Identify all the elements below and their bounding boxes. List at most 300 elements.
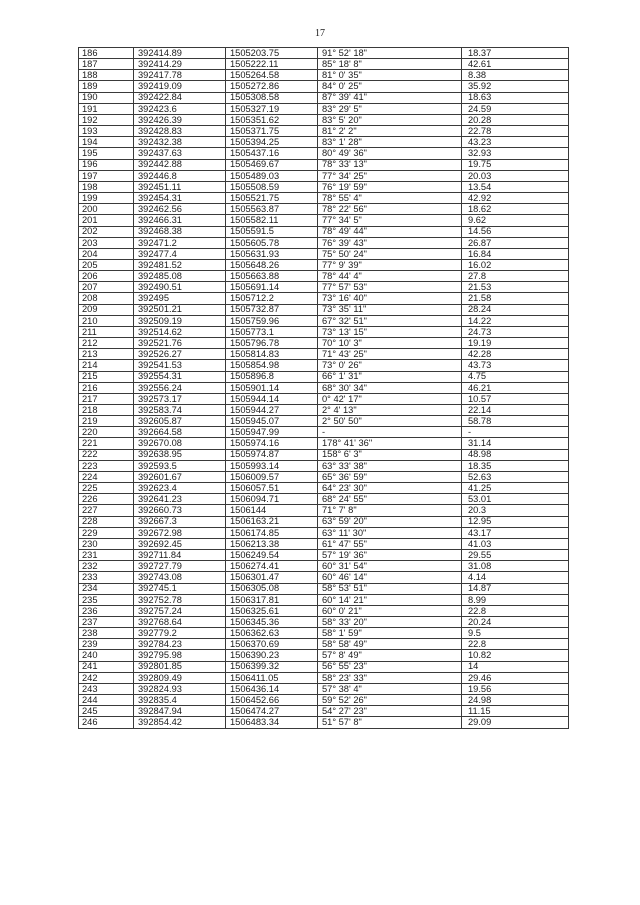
bearing-cell: 76° 19' 59"	[318, 181, 462, 192]
distance-cell: 16.84	[462, 248, 569, 259]
y-coordinate-cell: 1505222.11	[226, 59, 318, 70]
bearing-cell: 81° 0' 35"	[318, 70, 462, 81]
distance-cell: 41.03	[462, 538, 569, 549]
distance-cell: 29.46	[462, 672, 569, 683]
table-row	[79, 137, 569, 148]
y-coordinate-cell: 1505648.26	[226, 259, 318, 270]
y-coordinate-cell: 1506174.85	[226, 527, 318, 538]
x-coordinate-cell: 392462.56	[134, 204, 226, 215]
table-row	[79, 193, 569, 204]
point-number-cell: 204	[79, 248, 134, 259]
point-number-cell: 210	[79, 315, 134, 326]
bearing-cell: 91° 52' 18"	[318, 48, 462, 59]
bearing-cell: 59° 52' 26"	[318, 695, 462, 706]
table-row	[79, 215, 569, 226]
point-number-cell: 207	[79, 282, 134, 293]
table-row	[79, 683, 569, 694]
y-coordinate-cell: 1506474.27	[226, 706, 318, 717]
x-coordinate-cell: 392847.94	[134, 706, 226, 717]
point-number-cell: 221	[79, 438, 134, 449]
y-coordinate-cell: 1506483.34	[226, 717, 318, 728]
x-coordinate-cell: 392835.4	[134, 695, 226, 706]
distance-cell: 18.35	[462, 460, 569, 471]
y-coordinate-cell: 1506452.66	[226, 695, 318, 706]
table-row	[79, 70, 569, 81]
y-coordinate-cell: 1505351.62	[226, 114, 318, 125]
bearing-cell: 83° 5' 20"	[318, 114, 462, 125]
distance-cell: 22.14	[462, 405, 569, 416]
bearing-cell: 80° 49' 36"	[318, 148, 462, 159]
x-coordinate-cell: 392809.49	[134, 672, 226, 683]
table-row	[79, 114, 569, 125]
x-coordinate-cell: 392593.5	[134, 460, 226, 471]
point-number-cell: 209	[79, 304, 134, 315]
x-coordinate-cell: 392854.42	[134, 717, 226, 728]
table-row	[79, 572, 569, 583]
distance-cell: 18.37	[462, 48, 569, 59]
table-row	[79, 338, 569, 349]
x-coordinate-cell: 392481.52	[134, 259, 226, 270]
distance-cell: 21.58	[462, 293, 569, 304]
x-coordinate-cell: 392468.38	[134, 226, 226, 237]
table-row	[79, 494, 569, 505]
x-coordinate-cell: 392795.98	[134, 650, 226, 661]
page-number: 17	[315, 28, 325, 39]
bearing-cell: 77° 9' 39"	[318, 259, 462, 270]
bearing-cell: 73° 35' 11"	[318, 304, 462, 315]
bearing-cell: 58° 33' 20"	[318, 616, 462, 627]
point-number-cell: 225	[79, 483, 134, 494]
y-coordinate-cell: 1505437.16	[226, 148, 318, 159]
x-coordinate-cell: 392641.23	[134, 494, 226, 505]
point-number-cell: 189	[79, 81, 134, 92]
y-coordinate-cell: 1505469.67	[226, 159, 318, 170]
x-coordinate-cell: 392672.98	[134, 527, 226, 538]
bearing-cell: 77° 57' 53"	[318, 282, 462, 293]
point-number-cell: 246	[79, 717, 134, 728]
point-number-cell: 218	[79, 405, 134, 416]
table-row	[79, 616, 569, 627]
y-coordinate-cell: 1505759.96	[226, 315, 318, 326]
x-coordinate-cell: 392501.21	[134, 304, 226, 315]
distance-cell: 18.62	[462, 204, 569, 215]
y-coordinate-cell: 1505272.86	[226, 81, 318, 92]
x-coordinate-cell: 392414.89	[134, 48, 226, 59]
y-coordinate-cell: 1505901.14	[226, 382, 318, 393]
distance-cell: 46.21	[462, 382, 569, 393]
distance-cell: -	[462, 427, 569, 438]
y-coordinate-cell: 1505944.14	[226, 393, 318, 404]
point-number-cell: 239	[79, 639, 134, 650]
bearing-cell: 81° 2' 2"	[318, 126, 462, 137]
table-row	[79, 181, 569, 192]
point-number-cell: 200	[79, 204, 134, 215]
table-row	[79, 427, 569, 438]
y-coordinate-cell: 1506325.61	[226, 605, 318, 616]
point-number-cell: 205	[79, 259, 134, 270]
coordinates-table	[78, 47, 569, 729]
table-row	[79, 326, 569, 337]
bearing-cell: 71° 43' 25"	[318, 349, 462, 360]
point-number-cell: 220	[79, 427, 134, 438]
x-coordinate-cell: 392432.38	[134, 137, 226, 148]
point-number-cell: 192	[79, 114, 134, 125]
x-coordinate-cell: 392711.84	[134, 550, 226, 561]
distance-cell: 58.78	[462, 416, 569, 427]
table-row	[79, 170, 569, 181]
x-coordinate-cell: 392466.31	[134, 215, 226, 226]
point-number-cell: 243	[79, 683, 134, 694]
bearing-cell: 58° 53' 51"	[318, 583, 462, 594]
bearing-cell: 158° 6' 3"	[318, 449, 462, 460]
bearing-cell: 2° 50' 50"	[318, 416, 462, 427]
table-row	[79, 706, 569, 717]
distance-cell: 19.56	[462, 683, 569, 694]
distance-cell: 18.63	[462, 92, 569, 103]
table-row	[79, 594, 569, 605]
distance-cell: 14.22	[462, 315, 569, 326]
distance-cell: 14.56	[462, 226, 569, 237]
x-coordinate-cell: 392727.79	[134, 561, 226, 572]
y-coordinate-cell: 1506057.51	[226, 483, 318, 494]
y-coordinate-cell: 1505947.99	[226, 427, 318, 438]
y-coordinate-cell: 1505974.16	[226, 438, 318, 449]
x-coordinate-cell: 392541.53	[134, 360, 226, 371]
x-coordinate-cell: 392437.63	[134, 148, 226, 159]
y-coordinate-cell: 1506094.71	[226, 494, 318, 505]
y-coordinate-cell: 1506411.05	[226, 672, 318, 683]
point-number-cell: 201	[79, 215, 134, 226]
point-number-cell: 191	[79, 103, 134, 114]
y-coordinate-cell: 1506317.81	[226, 594, 318, 605]
point-number-cell: 215	[79, 371, 134, 382]
distance-cell: 14	[462, 661, 569, 672]
y-coordinate-cell: 1505371.75	[226, 126, 318, 137]
bearing-cell: 66° 1' 31"	[318, 371, 462, 382]
distance-cell: 24.98	[462, 695, 569, 706]
distance-cell: 31.08	[462, 561, 569, 572]
x-coordinate-cell: 392419.09	[134, 81, 226, 92]
x-coordinate-cell: 392601.67	[134, 471, 226, 482]
x-coordinate-cell: 392422.84	[134, 92, 226, 103]
x-coordinate-cell: 392573.17	[134, 393, 226, 404]
x-coordinate-cell: 392623.4	[134, 483, 226, 494]
distance-cell: 4.75	[462, 371, 569, 382]
point-number-cell: 213	[79, 349, 134, 360]
table-row	[79, 605, 569, 616]
bearing-cell: 77° 34' 25"	[318, 170, 462, 181]
distance-cell: 20.24	[462, 616, 569, 627]
x-coordinate-cell: 392495	[134, 293, 226, 304]
x-coordinate-cell: 392477.4	[134, 248, 226, 259]
table-row	[79, 81, 569, 92]
distance-cell: 32.93	[462, 148, 569, 159]
x-coordinate-cell: 392664.58	[134, 427, 226, 438]
y-coordinate-cell: 1506249.54	[226, 550, 318, 561]
y-coordinate-cell: 1505896.8	[226, 371, 318, 382]
x-coordinate-cell: 392779.2	[134, 628, 226, 639]
distance-cell: 27.8	[462, 271, 569, 282]
distance-cell: 26.87	[462, 237, 569, 248]
x-coordinate-cell: 392745.1	[134, 583, 226, 594]
distance-cell: 24.59	[462, 103, 569, 114]
x-coordinate-cell: 392605.87	[134, 416, 226, 427]
distance-cell: 21.53	[462, 282, 569, 293]
x-coordinate-cell: 392768.64	[134, 616, 226, 627]
bearing-cell: 60° 0' 21"	[318, 605, 462, 616]
table-row	[79, 516, 569, 527]
point-number-cell: 190	[79, 92, 134, 103]
point-number-cell: 217	[79, 393, 134, 404]
y-coordinate-cell: 1505203.75	[226, 48, 318, 59]
x-coordinate-cell: 392670.08	[134, 438, 226, 449]
point-number-cell: 234	[79, 583, 134, 594]
distance-cell: 14.87	[462, 583, 569, 594]
y-coordinate-cell: 1505591.5	[226, 226, 318, 237]
distance-cell: 13.54	[462, 181, 569, 192]
bearing-cell: 61° 47' 55"	[318, 538, 462, 549]
bearing-cell: 77° 34' 5"	[318, 215, 462, 226]
y-coordinate-cell: 1505854.98	[226, 360, 318, 371]
distance-cell: 48.98	[462, 449, 569, 460]
table-row	[79, 483, 569, 494]
x-coordinate-cell: 392556.24	[134, 382, 226, 393]
x-coordinate-cell: 392752.78	[134, 594, 226, 605]
bearing-cell: 73° 16' 40"	[318, 293, 462, 304]
x-coordinate-cell: 392442.88	[134, 159, 226, 170]
y-coordinate-cell: 1506390.23	[226, 650, 318, 661]
bearing-cell: 57° 19' 36"	[318, 550, 462, 561]
table-row	[79, 126, 569, 137]
distance-cell: 11.15	[462, 706, 569, 717]
bearing-cell: 51° 57' 8"	[318, 717, 462, 728]
table-row	[79, 561, 569, 572]
point-number-cell: 198	[79, 181, 134, 192]
y-coordinate-cell: 1505394.25	[226, 137, 318, 148]
y-coordinate-cell: 1505308.58	[226, 92, 318, 103]
point-number-cell: 193	[79, 126, 134, 137]
y-coordinate-cell: 1506163.21	[226, 516, 318, 527]
x-coordinate-cell: 392446.8	[134, 170, 226, 181]
y-coordinate-cell: 1506399.32	[226, 661, 318, 672]
x-coordinate-cell: 392660.73	[134, 505, 226, 516]
table-row	[79, 717, 569, 728]
point-number-cell: 203	[79, 237, 134, 248]
y-coordinate-cell: 1505691.14	[226, 282, 318, 293]
distance-cell: 24.73	[462, 326, 569, 337]
x-coordinate-cell: 392485.08	[134, 271, 226, 282]
y-coordinate-cell: 1506370.69	[226, 639, 318, 650]
bearing-cell: 70° 10' 3"	[318, 338, 462, 349]
y-coordinate-cell: 1505732.87	[226, 304, 318, 315]
table-row	[79, 650, 569, 661]
distance-cell: 4.14	[462, 572, 569, 583]
x-coordinate-cell: 392801.85	[134, 661, 226, 672]
table-row	[79, 460, 569, 471]
point-number-cell: 238	[79, 628, 134, 639]
y-coordinate-cell: 1506305.08	[226, 583, 318, 594]
y-coordinate-cell: 1505945.07	[226, 416, 318, 427]
bearing-cell: 78° 44' 4"	[318, 271, 462, 282]
y-coordinate-cell: 1505944.27	[226, 405, 318, 416]
bearing-cell: 58° 58' 49"	[318, 639, 462, 650]
table-row	[79, 628, 569, 639]
distance-cell: 42.28	[462, 349, 569, 360]
bearing-cell: 87° 39' 41"	[318, 92, 462, 103]
bearing-cell: 83° 29' 5"	[318, 103, 462, 114]
x-coordinate-cell: 392757.24	[134, 605, 226, 616]
y-coordinate-cell: 1506213.38	[226, 538, 318, 549]
y-coordinate-cell: 1505993.14	[226, 460, 318, 471]
bearing-cell: 85° 18' 8"	[318, 59, 462, 70]
bearing-cell: 78° 55' 4"	[318, 193, 462, 204]
x-coordinate-cell: 392784.23	[134, 639, 226, 650]
table-row	[79, 583, 569, 594]
point-number-cell: 232	[79, 561, 134, 572]
bearing-cell: 75° 50' 24"	[318, 248, 462, 259]
bearing-cell: 60° 14' 21"	[318, 594, 462, 605]
x-coordinate-cell: 392554.31	[134, 371, 226, 382]
y-coordinate-cell: 1505563.87	[226, 204, 318, 215]
distance-cell: 43.73	[462, 360, 569, 371]
x-coordinate-cell: 392638.95	[134, 449, 226, 460]
distance-cell: 10.57	[462, 393, 569, 404]
point-number-cell: 245	[79, 706, 134, 717]
point-number-cell: 244	[79, 695, 134, 706]
bearing-cell: 63° 11' 30"	[318, 527, 462, 538]
y-coordinate-cell: 1505508.59	[226, 181, 318, 192]
distance-cell: 43.23	[462, 137, 569, 148]
distance-cell: 31.14	[462, 438, 569, 449]
distance-cell: 43.17	[462, 527, 569, 538]
table-row	[79, 271, 569, 282]
distance-cell: 20.03	[462, 170, 569, 181]
y-coordinate-cell: 1505974.87	[226, 449, 318, 460]
table-row	[79, 248, 569, 259]
point-number-cell: 223	[79, 460, 134, 471]
y-coordinate-cell: 1505327.19	[226, 103, 318, 114]
x-coordinate-cell: 392667.3	[134, 516, 226, 527]
y-coordinate-cell: 1506345.36	[226, 616, 318, 627]
distance-cell: 10.82	[462, 650, 569, 661]
distance-cell: 12.95	[462, 516, 569, 527]
point-number-cell: 230	[79, 538, 134, 549]
x-coordinate-cell: 392583.74	[134, 405, 226, 416]
table-row	[79, 148, 569, 159]
table-row	[79, 304, 569, 315]
table-row	[79, 293, 569, 304]
x-coordinate-cell: 392509.19	[134, 315, 226, 326]
x-coordinate-cell: 392423.6	[134, 103, 226, 114]
bearing-cell: 178° 41' 36"	[318, 438, 462, 449]
point-number-cell: 211	[79, 326, 134, 337]
table-row	[79, 393, 569, 404]
y-coordinate-cell: 1506274.41	[226, 561, 318, 572]
table-row	[79, 92, 569, 103]
distance-cell: 22.8	[462, 639, 569, 650]
table-row	[79, 204, 569, 215]
table-row	[79, 449, 569, 460]
bearing-cell: 65° 36' 59"	[318, 471, 462, 482]
distance-cell: 20.28	[462, 114, 569, 125]
bearing-cell: 57° 8' 49"	[318, 650, 462, 661]
bearing-cell: 64° 23' 30"	[318, 483, 462, 494]
table-row	[79, 550, 569, 561]
x-coordinate-cell: 392454.31	[134, 193, 226, 204]
point-number-cell: 186	[79, 48, 134, 59]
table-row	[79, 259, 569, 270]
x-coordinate-cell: 392451.11	[134, 181, 226, 192]
table-row	[79, 382, 569, 393]
bearing-cell: 60° 46' 14"	[318, 572, 462, 583]
table-row	[79, 416, 569, 427]
distance-cell: 19.19	[462, 338, 569, 349]
point-number-cell: 194	[79, 137, 134, 148]
y-coordinate-cell: 1505521.75	[226, 193, 318, 204]
table-row	[79, 159, 569, 170]
x-coordinate-cell: 392521.76	[134, 338, 226, 349]
y-coordinate-cell: 1505489.03	[226, 170, 318, 181]
bearing-cell: 63° 33' 38"	[318, 460, 462, 471]
point-number-cell: 233	[79, 572, 134, 583]
distance-cell: 22.78	[462, 126, 569, 137]
bearing-cell: 78° 49' 44"	[318, 226, 462, 237]
y-coordinate-cell: 1506009.57	[226, 471, 318, 482]
distance-cell: 9.62	[462, 215, 569, 226]
table-row	[79, 672, 569, 683]
y-coordinate-cell: 1506436.14	[226, 683, 318, 694]
bearing-cell: 78° 33' 13"	[318, 159, 462, 170]
bearing-cell: 63° 59' 20"	[318, 516, 462, 527]
table-row	[79, 360, 569, 371]
distance-cell: 42.61	[462, 59, 569, 70]
bearing-cell: 54° 27' 23"	[318, 706, 462, 717]
y-coordinate-cell: 1505605.78	[226, 237, 318, 248]
y-coordinate-cell: 1505631.93	[226, 248, 318, 259]
table-row	[79, 695, 569, 706]
point-number-cell: 236	[79, 605, 134, 616]
point-number-cell: 224	[79, 471, 134, 482]
point-number-cell: 195	[79, 148, 134, 159]
x-coordinate-cell: 392743.08	[134, 572, 226, 583]
y-coordinate-cell: 1506301.47	[226, 572, 318, 583]
table-row	[79, 103, 569, 114]
bearing-cell: 58° 23' 33"	[318, 672, 462, 683]
point-number-cell: 242	[79, 672, 134, 683]
y-coordinate-cell: 1506144	[226, 505, 318, 516]
table-row	[79, 349, 569, 360]
point-number-cell: 199	[79, 193, 134, 204]
y-coordinate-cell: 1505796.78	[226, 338, 318, 349]
distance-cell: 19.75	[462, 159, 569, 170]
table-row	[79, 538, 569, 549]
distance-cell: 22.8	[462, 605, 569, 616]
bearing-cell: 73° 0' 26"	[318, 360, 462, 371]
bearing-cell: 56° 55' 23"	[318, 661, 462, 672]
point-number-cell: 241	[79, 661, 134, 672]
bearing-cell: 83° 1' 28"	[318, 137, 462, 148]
table-row	[79, 527, 569, 538]
table-row	[79, 639, 569, 650]
point-number-cell: 229	[79, 527, 134, 538]
distance-cell: 8.38	[462, 70, 569, 81]
point-number-cell: 202	[79, 226, 134, 237]
point-number-cell: 206	[79, 271, 134, 282]
table-row	[79, 661, 569, 672]
table-row	[79, 226, 569, 237]
bearing-cell: 73° 13' 15"	[318, 326, 462, 337]
bearing-cell: 60° 31' 54"	[318, 561, 462, 572]
